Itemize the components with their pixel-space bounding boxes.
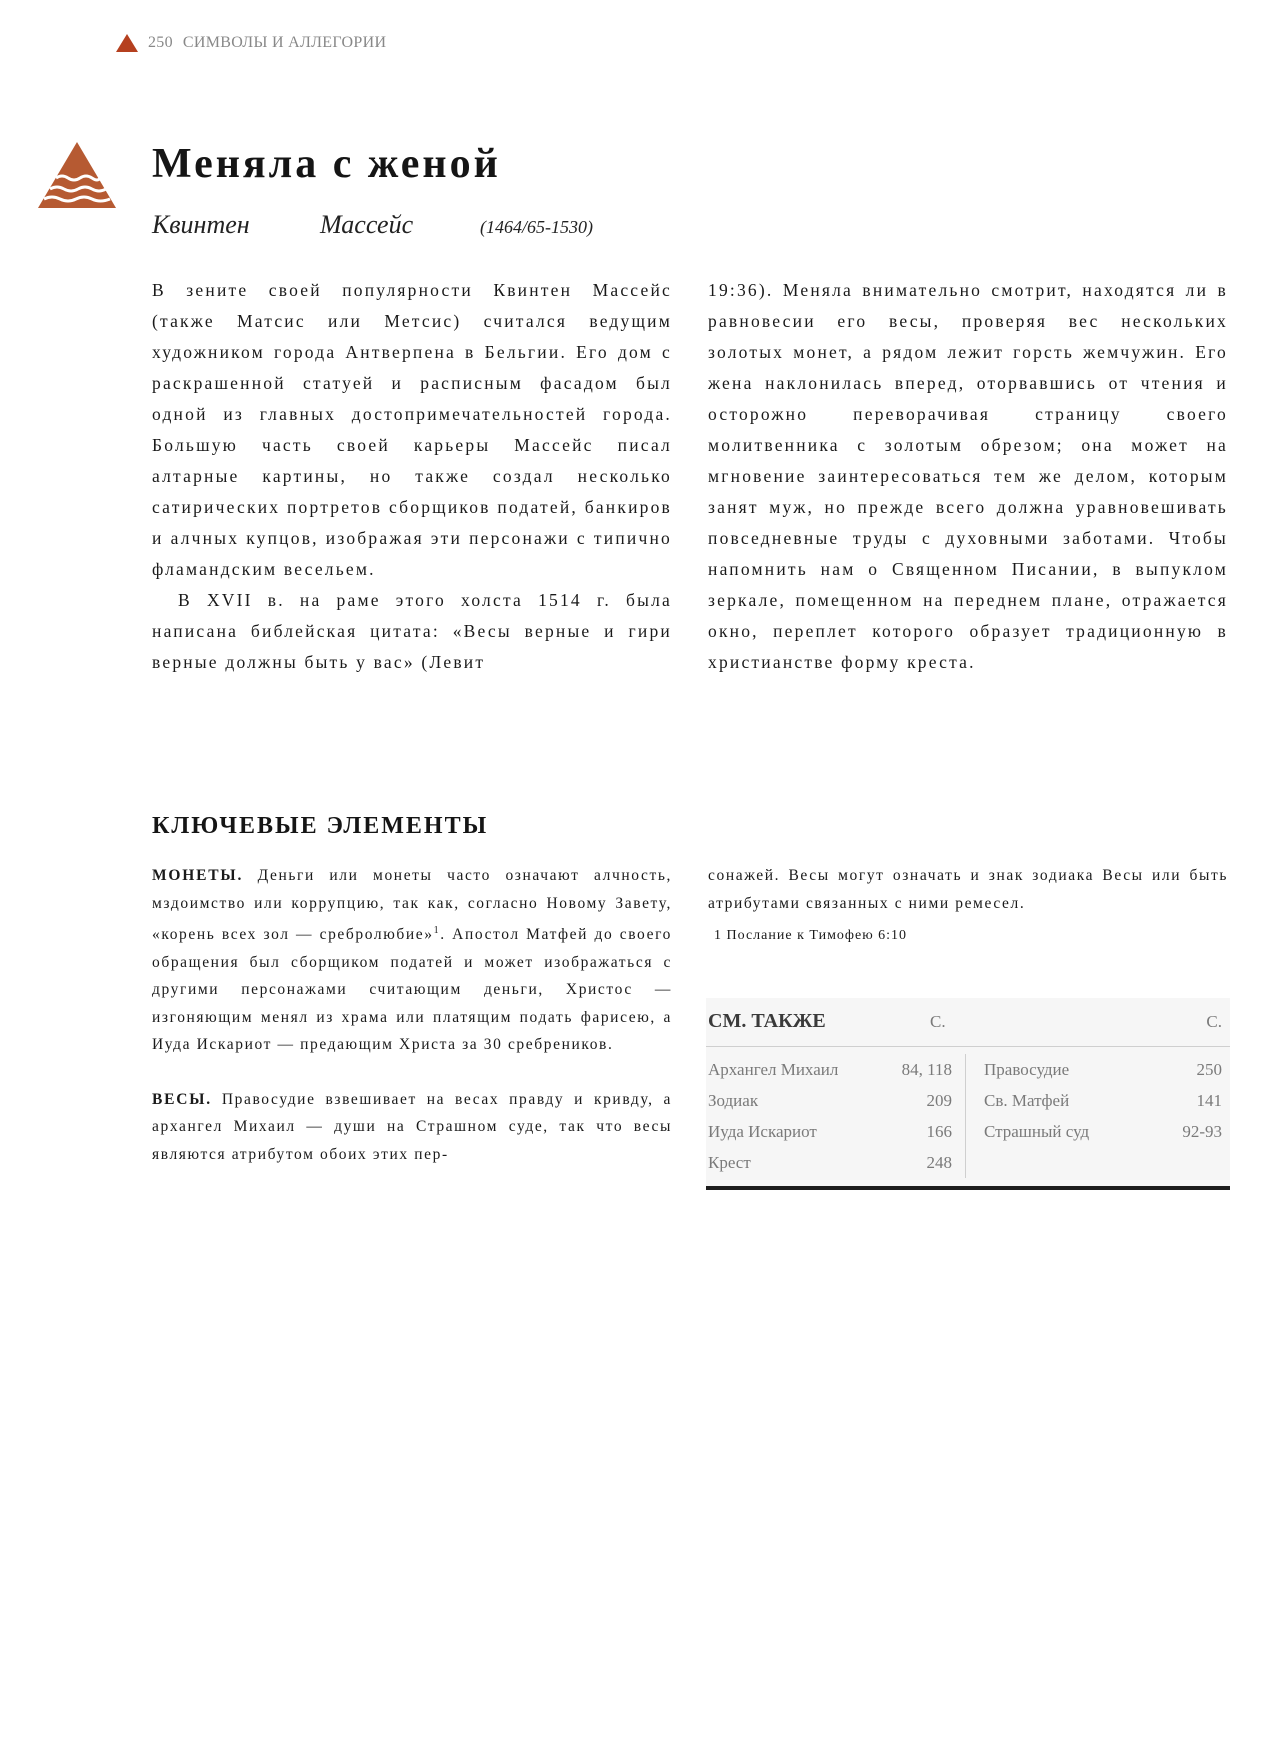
key-elements-heading: КЛЮЧЕВЫЕ ЭЛЕМЕНТЫ [152,813,489,839]
scales-pyramid-icon [38,142,116,208]
body-column-left [152,275,672,678]
scales-label: ВЕСЫ. [152,1090,212,1108]
see-also-list-right [984,1054,1222,1147]
see-also-box [706,998,1230,1190]
see-also-header [706,1006,1230,1047]
body-paragraph: В XVII в. на раме этого холста 1514 г. была написана библейская цитата: «Весы верные и гири верные должны быть у вас» (Левит [152,590,672,672]
coins-text-cont: . Апостол Матфей до своего обращения был сборщиком податей и может изображаться с другими персонажами считающим деньги, Христос — изгоняющим менял из храма или платящим подать фарисею, а Иуда Искариот — предающим Христа за 30 сребреников. [152,926,672,1054]
see-also-page: 84, 118 [901,1060,952,1079]
body-paragraph: 19:36). Меняла внимательно смотрит, находятся ли в равновесии его весы, проверяя вес нескольких золотых монет, а рядом лежит горсть жемчужин. Его жена наклонилась вперед, оторвавшись от чтения и осторожно переворачивая страницу своего молитвенника с золотым обрезом; она может на мгновение заинтересоваться тем же делом, которым занят муж, но прежде всего должна уравновешивать повседневные труды с духовными заботами. Чтобы напомнить нам о Священном Писании, в выпуклом зеркале, помещенном на переднем плане, отражается окно, переплет которого образует традиционную в христианстве форму креста. [708,280,1228,672]
page-column-label: С. [1206,1012,1222,1031]
coins-entry [152,862,672,1059]
scales-text: Правосудие взвешивает на весах правду и кривду, а архангел Михаил — души на Страшном суде, так что весы являются атрибутом обоих этих пер- [152,1090,672,1163]
see-also-item[interactable] [708,1085,952,1116]
see-also-item[interactable] [984,1054,1222,1085]
see-also-page: 166 [926,1122,952,1141]
coins-text: Деньги или монеты часто означают алчность, мздоимство или коррупцию, так как, согласно Новому Завету, «корень всех зол — сребролюбие» [152,867,672,944]
footnote: 1 Послание к Тимофею 6:10 [714,928,908,943]
scales-text-cont: сонажей. Весы могут означать и знак зодиака Весы или быть атрибутами связанных с ними ремесел. [708,867,1228,912]
see-also-title: СМ. ТАКЖЕ [708,1010,826,1032]
page-number: 250 [148,34,173,51]
footnote-mark: 1 [433,925,441,936]
see-also-item[interactable] [708,1054,952,1085]
see-also-page: 141 [1196,1091,1222,1110]
coins-label: МОНЕТЫ. [152,867,244,884]
see-also-page: 250 [1196,1060,1222,1079]
see-also-page: 248 [926,1153,952,1172]
see-also-name: Иуда Искариот [708,1122,817,1141]
see-also-name: Страшный суд [984,1122,1090,1141]
see-also-name: Св. Матфей [984,1091,1070,1110]
see-also-item[interactable] [984,1116,1222,1147]
see-also-name: Зодиак [708,1091,759,1110]
see-also-item[interactable] [708,1116,952,1147]
see-also-item[interactable] [708,1147,952,1178]
body-column-right [708,275,1228,678]
author-first-name: Квинтен [152,210,250,239]
see-also-name: Крест [708,1153,751,1172]
see-also-name: Правосудие [984,1060,1070,1079]
scales-entry [152,1086,672,1169]
see-also-page: 92-93 [1182,1122,1222,1141]
column-divider [965,1054,966,1178]
see-also-item[interactable] [984,1085,1222,1116]
section-title: СИМВОЛЫ И АЛЛЕГОРИИ [182,34,387,51]
article-title: Меняла с женой [152,141,501,187]
author-line [152,210,593,240]
see-also-name: Архангел Михаил [708,1060,839,1079]
author-years: (1464/65-1530) [480,217,593,237]
see-also-list-left [708,1054,952,1178]
running-header [116,34,386,52]
see-also-page: 209 [926,1091,952,1110]
page-column-label: С. [930,1012,946,1031]
body-paragraph: В зените своей популярности Квинтен Массейс (также Матсис или Метсис) считался ведущим художником города Антверпена в Бельгии. Его дом с раскрашенной статуей и расписным фасадом был одной из главных достопримечательностей города. Большую часть своей карьеры Массейс писал алтарные картины, но также создал несколько сатирических портретов сборщиков податей, банкиров и алчных купцов, изображая эти персонажи с типично фламандским весельем. [152,280,672,579]
triangle-icon [116,34,138,52]
key-elements-right [708,862,1228,917]
key-elements-left [152,862,672,1168]
author-last-name: Массейс [320,210,414,239]
